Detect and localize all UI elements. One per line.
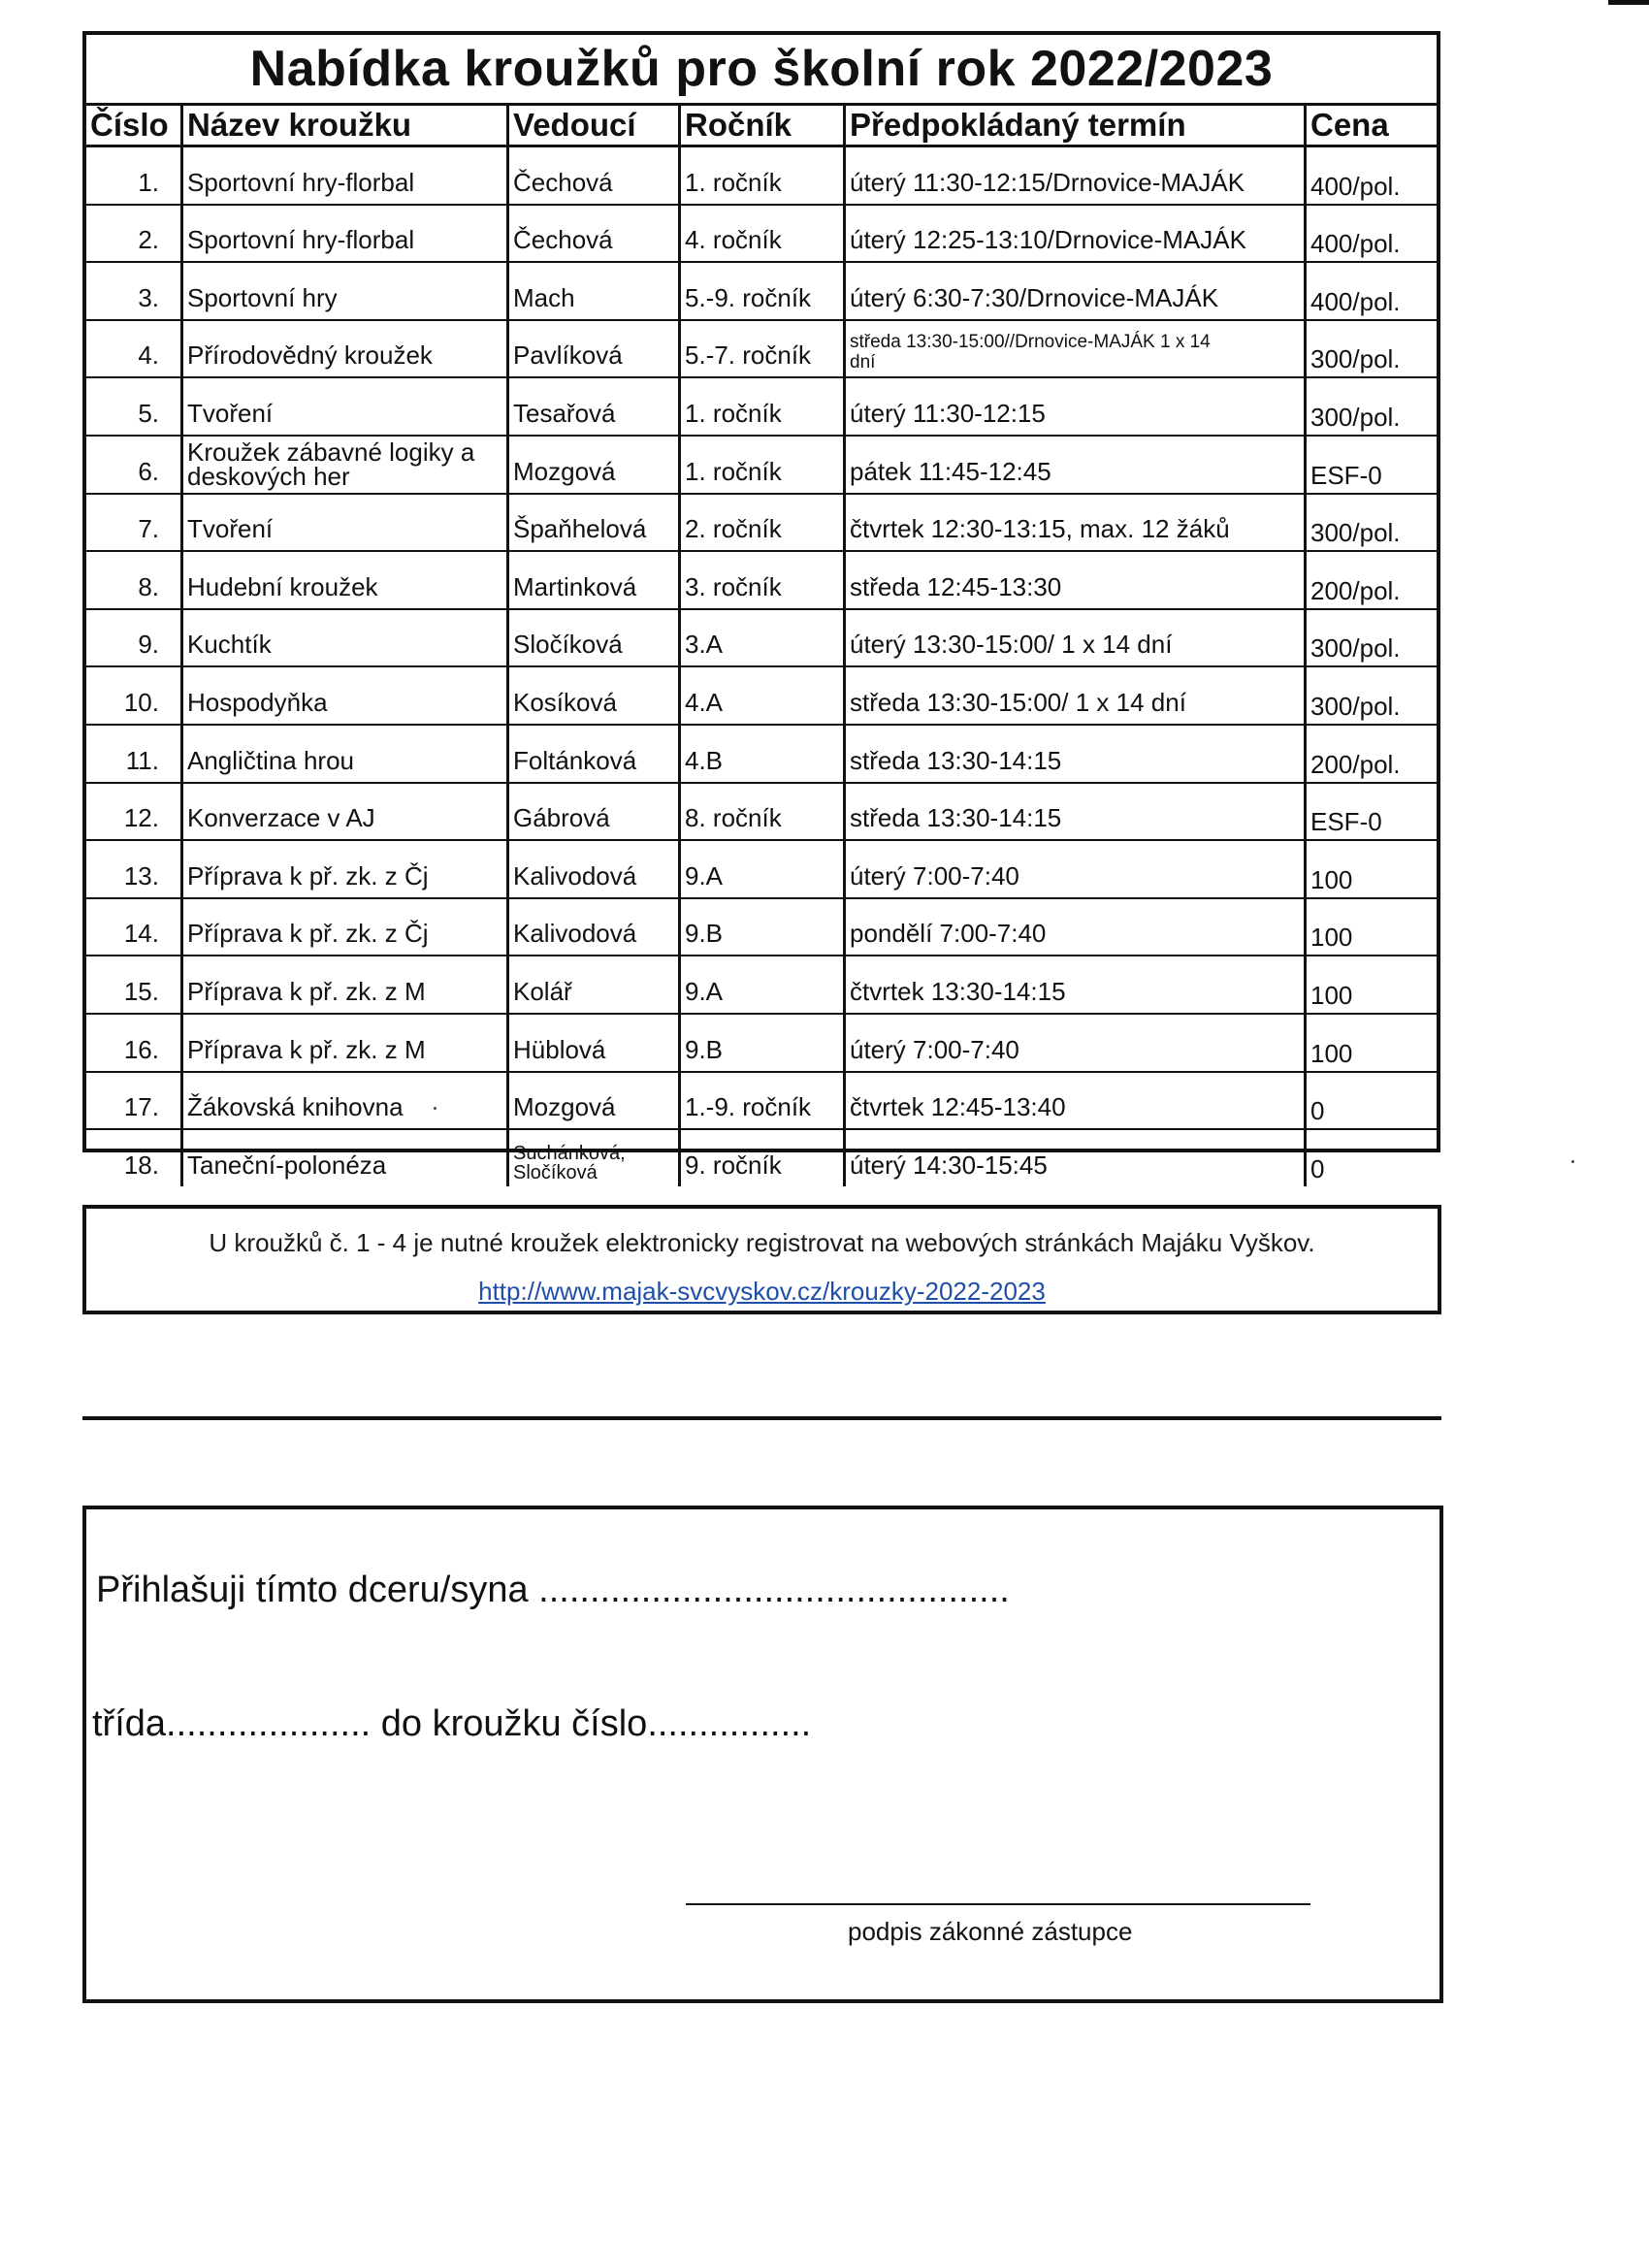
- club-schedule: [846, 610, 1307, 666]
- club-grade: [681, 1130, 846, 1186]
- cell-text: 1.-9. ročník: [685, 1092, 812, 1122]
- club-leader: [509, 784, 681, 840]
- club-schedule: [846, 495, 1307, 551]
- club-leader: [509, 726, 681, 782]
- row-number: [86, 1130, 183, 1186]
- row-number: [86, 206, 183, 262]
- cell-text: 100: [1310, 980, 1353, 1010]
- club-name: [183, 726, 509, 782]
- club-name: [183, 495, 509, 551]
- row-number: [86, 437, 183, 493]
- table-row: [86, 956, 1437, 1015]
- cell-text: 300/pol.: [1310, 402, 1401, 432]
- club-schedule: [846, 956, 1307, 1013]
- cell-text: Gábrová: [513, 803, 610, 833]
- table-row: [86, 437, 1437, 495]
- club-price: [1307, 610, 1437, 666]
- note-text: U kroužků č. 1 - 4 je nutné kroužek elektronicky registrovat na webových stránkách Majáku Vyškov.: [209, 1228, 1315, 1257]
- cell-text: 5.: [138, 398, 159, 428]
- cell-text: 200/pol.: [1310, 749, 1401, 779]
- cell-text: 5.-9. ročník: [685, 282, 812, 312]
- club-schedule: [846, 147, 1307, 204]
- cell-text: 100: [1310, 1038, 1353, 1068]
- cell-text: 1. ročník: [685, 398, 782, 428]
- table-row: [86, 1015, 1437, 1073]
- club-leader: [509, 552, 681, 608]
- cell-text: Sločíková: [513, 1161, 598, 1183]
- cell-text: čtvrtek 13:30-14:15: [850, 976, 1066, 1006]
- signature-line: [686, 1903, 1310, 1905]
- club-grade: [681, 1015, 846, 1071]
- cell-text: deskových her: [187, 461, 350, 491]
- cell-text: Tvoření: [187, 398, 274, 428]
- club-grade: [681, 726, 846, 782]
- club-grade: [681, 899, 846, 956]
- club-price: [1307, 784, 1437, 840]
- club-price: [1307, 899, 1437, 956]
- cell-text: středa 12:45-13:30: [850, 571, 1062, 601]
- cell-text: Hospodyňka: [187, 687, 328, 717]
- column-header: Číslo: [86, 106, 183, 145]
- club-schedule: [846, 841, 1307, 897]
- scan-speck: [1571, 1160, 1574, 1163]
- cell-text: Hüblová: [513, 1034, 606, 1064]
- cell-text: 4. ročník: [685, 225, 782, 255]
- club-price: [1307, 1015, 1437, 1071]
- club-leader: [509, 956, 681, 1013]
- club-name: [183, 956, 509, 1013]
- cell-text: úterý 11:30-12:15/Drnovice-MAJÁK: [850, 167, 1245, 197]
- club-leader: [509, 147, 681, 204]
- cell-text: Příprava k př. zk. z Čj: [187, 919, 429, 949]
- club-schedule: [846, 899, 1307, 956]
- club-name: [183, 1015, 509, 1071]
- cell-text: 3.: [138, 282, 159, 312]
- cell-text: 6.: [138, 456, 159, 486]
- cell-text: úterý 12:25-13:10/Drnovice-MAJÁK: [850, 225, 1246, 255]
- cell-text: 15.: [123, 976, 159, 1006]
- cell-text: Sportovní hry: [187, 282, 338, 312]
- club-price: [1307, 437, 1437, 493]
- cell-text: 4.: [138, 340, 159, 371]
- club-leader: [509, 378, 681, 435]
- cell-text: Příprava k př. zk. z Čj: [187, 860, 429, 891]
- column-header: Předpokládaný termín: [846, 106, 1307, 145]
- club-schedule: [846, 1015, 1307, 1071]
- club-leader: [509, 437, 681, 493]
- cell-text: 4.B: [685, 745, 724, 775]
- club-schedule: [846, 378, 1307, 435]
- club-name: [183, 552, 509, 608]
- cell-text: Špaňhelová: [513, 514, 647, 544]
- club-name: [183, 378, 509, 435]
- table-row: [86, 378, 1437, 437]
- club-price: [1307, 841, 1437, 897]
- table-row: [86, 206, 1437, 264]
- cell-text: 7.: [138, 514, 159, 544]
- table-row: [86, 667, 1437, 726]
- cell-text: 300/pol.: [1310, 518, 1401, 548]
- club-leader: [509, 263, 681, 319]
- row-number: [86, 147, 183, 204]
- cell-text: čtvrtek 12:45-13:40: [850, 1092, 1066, 1122]
- row-number: [86, 263, 183, 319]
- row-number: [86, 956, 183, 1013]
- cell-text: 0: [1310, 1153, 1325, 1183]
- table-row: [86, 263, 1437, 321]
- cell-text: Pavlíková: [513, 340, 623, 371]
- club-schedule: [846, 263, 1307, 319]
- cell-text: 11.: [125, 745, 159, 775]
- cell-text: 400/pol.: [1310, 229, 1401, 259]
- cell-text: 2.: [138, 225, 159, 255]
- cell-text: Taneční-polonéza: [187, 1150, 387, 1180]
- cell-text: Příprava k př. zk. z M: [187, 976, 426, 1006]
- row-number: [86, 841, 183, 897]
- cell-text: 9.A: [685, 976, 724, 1006]
- cell-text: Čechová: [513, 225, 613, 255]
- cell-text: pátek 11:45-12:45: [850, 456, 1051, 486]
- table-row: [86, 552, 1437, 610]
- cell-text: ESF-0: [1310, 807, 1382, 837]
- club-price: [1307, 495, 1437, 551]
- club-grade: [681, 956, 846, 1013]
- club-leader: [509, 610, 681, 666]
- cell-text: 8.: [138, 571, 159, 601]
- club-grade: [681, 841, 846, 897]
- club-grade: [681, 1073, 846, 1129]
- cell-text: pondělí 7:00-7:40: [850, 919, 1047, 949]
- cell-text: úterý 13:30-15:00/ 1 x 14 dní: [850, 630, 1173, 660]
- club-schedule: [846, 1130, 1307, 1186]
- cell-text: 18.: [123, 1150, 159, 1180]
- cell-text: 9.A: [685, 860, 724, 891]
- cell-text: Kalivodová: [513, 919, 637, 949]
- column-header: Vedoucí: [509, 106, 681, 145]
- cell-text: 8. ročník: [685, 803, 782, 833]
- row-number: [86, 1015, 183, 1071]
- club-schedule: [846, 667, 1307, 724]
- club-grade: [681, 147, 846, 204]
- cell-text: 3.A: [685, 630, 724, 660]
- table-row: [86, 899, 1437, 957]
- table-row: [86, 841, 1437, 899]
- cell-text: 0: [1310, 1096, 1325, 1126]
- row-number: [86, 784, 183, 840]
- cell-text: Kroužek zábavné logiky a: [187, 437, 475, 467]
- club-name: [183, 610, 509, 666]
- cell-text: Sločíková: [513, 630, 623, 660]
- club-name: [183, 206, 509, 262]
- cell-text-block: [850, 332, 1302, 373]
- cell-text: Martinková: [513, 571, 637, 601]
- club-schedule: [846, 784, 1307, 840]
- cell-text: středa 13:30-14:15: [850, 803, 1062, 833]
- club-grade: [681, 263, 846, 319]
- club-grade: [681, 610, 846, 666]
- cell-text: ESF-0: [1310, 460, 1382, 490]
- cell-text: 1. ročník: [685, 167, 782, 197]
- club-grade: [681, 495, 846, 551]
- cell-text: 16.: [123, 1034, 159, 1064]
- row-number: [86, 378, 183, 435]
- row-number: [86, 899, 183, 956]
- club-leader: [509, 495, 681, 551]
- cell-text: Sportovní hry-florbal: [187, 167, 415, 197]
- club-price: [1307, 726, 1437, 782]
- application-form: [82, 1506, 1443, 2003]
- cell-text: 5.-7. ročník: [685, 340, 812, 371]
- cell-text: Kalivodová: [513, 860, 637, 891]
- table-row: [86, 726, 1437, 784]
- club-grade: [681, 784, 846, 840]
- club-schedule: [846, 437, 1307, 493]
- club-grade: [681, 321, 846, 377]
- row-number: [86, 552, 183, 608]
- cell-text: Přírodovědný kroužek: [187, 340, 433, 371]
- row-number: [86, 321, 183, 377]
- club-price: [1307, 1073, 1437, 1129]
- cell-text: Konverzace v AJ: [187, 803, 375, 833]
- cell-text: úterý 7:00-7:40: [850, 1034, 1019, 1064]
- row-number: [86, 1073, 183, 1129]
- cell-text: 2. ročník: [685, 514, 782, 544]
- cell-text: Žákovská knihovna: [187, 1092, 404, 1122]
- cell-text: 1. ročník: [685, 456, 782, 486]
- row-number: [86, 667, 183, 724]
- cell-text: čtvrtek 12:30-13:15, max. 12 žáků: [850, 514, 1230, 544]
- cell-text: Hudební kroužek: [187, 571, 378, 601]
- table-row: [86, 321, 1437, 379]
- cell-text: Suchánková,: [513, 1142, 626, 1164]
- club-price: [1307, 206, 1437, 262]
- column-header: Název kroužku: [183, 106, 509, 145]
- cell-text: 3. ročník: [685, 571, 782, 601]
- club-leader: [509, 1130, 681, 1186]
- club-name: [183, 321, 509, 377]
- table-header: [86, 106, 1437, 147]
- cell-text: 300/pol.: [1310, 691, 1401, 721]
- cell-text: Mozgová: [513, 1092, 616, 1122]
- cell-text: 300/pol.: [1310, 344, 1401, 374]
- cell-text: Sportovní hry-florbal: [187, 225, 415, 255]
- club-price: [1307, 378, 1437, 435]
- club-price: [1307, 321, 1437, 377]
- club-grade: [681, 667, 846, 724]
- cell-text: Mozgová: [513, 456, 616, 486]
- club-schedule: [846, 552, 1307, 608]
- cell-text: Kuchtík: [187, 630, 272, 660]
- club-leader: [509, 321, 681, 377]
- scan-corner-mark: [1608, 0, 1649, 5]
- club-price: [1307, 552, 1437, 608]
- row-number: [86, 726, 183, 782]
- club-leader: [509, 1073, 681, 1129]
- registration-note: [82, 1205, 1441, 1314]
- club-schedule: [846, 321, 1307, 377]
- cell-text: středa 13:30-14:15: [850, 745, 1062, 775]
- club-name: [183, 1130, 509, 1186]
- cell-text: úterý 6:30-7:30/Drnovice-MAJÁK: [850, 282, 1219, 312]
- cell-text: 12.: [123, 803, 159, 833]
- club-price: [1307, 1130, 1437, 1186]
- cell-text: Příprava k př. zk. z M: [187, 1034, 426, 1064]
- cell-text: 9.B: [685, 919, 724, 949]
- page-title: Nabídka kroužků pro školní rok 2022/2023: [86, 35, 1437, 106]
- cell-text: dní: [850, 352, 876, 373]
- table-row: [86, 495, 1437, 553]
- cell-text: 13.: [123, 860, 159, 891]
- cell-text: Kolář: [513, 976, 572, 1006]
- club-name: [183, 899, 509, 956]
- club-name: [183, 841, 509, 897]
- cell-text: 4.A: [685, 687, 724, 717]
- cell-text: Tvoření: [187, 514, 274, 544]
- club-grade: [681, 206, 846, 262]
- cell-text: úterý 7:00-7:40: [850, 860, 1019, 891]
- cell-text: úterý 14:30-15:45: [850, 1150, 1048, 1180]
- row-number: [86, 495, 183, 551]
- table-row: [86, 147, 1437, 206]
- cell-text: 9.: [138, 630, 159, 660]
- cell-text: Kosíková: [513, 687, 617, 717]
- club-name: [183, 1073, 509, 1129]
- cell-text: 17.: [123, 1092, 159, 1122]
- club-name: [183, 147, 509, 204]
- cell-text: Čechová: [513, 167, 613, 197]
- club-schedule: [846, 726, 1307, 782]
- cell-text: 300/pol.: [1310, 633, 1401, 664]
- cell-text: středa 13:30-15:00/ 1 x 14 dní: [850, 687, 1186, 717]
- club-leader: [509, 667, 681, 724]
- cell-text: 1.: [138, 167, 159, 197]
- club-name: [183, 784, 509, 840]
- club-price: [1307, 956, 1437, 1013]
- class-and-club-line: třída.................... do kroužku číslo................: [92, 1703, 812, 1744]
- club-price: [1307, 263, 1437, 319]
- club-leader: [509, 206, 681, 262]
- table-row: [86, 1073, 1437, 1131]
- cell-text-block: [513, 1144, 676, 1183]
- cell-text: 100: [1310, 923, 1353, 953]
- club-price: [1307, 147, 1437, 204]
- cell-text: 14.: [123, 919, 159, 949]
- club-leader: [509, 899, 681, 956]
- column-header: Cena: [1310, 107, 1389, 143]
- table-row: [86, 610, 1437, 668]
- club-name: [183, 263, 509, 319]
- club-name: [183, 437, 509, 493]
- club-leader: [509, 1015, 681, 1071]
- club-grade: [681, 378, 846, 435]
- row-number: [86, 610, 183, 666]
- club-price: [1307, 667, 1437, 724]
- club-name: [183, 667, 509, 724]
- club-leader: [509, 841, 681, 897]
- offer-table: [82, 31, 1440, 1183]
- column-header: Ročník: [681, 106, 846, 145]
- cell-text: 400/pol.: [1310, 171, 1401, 201]
- cell-text-block: [187, 437, 504, 491]
- cell-text: 400/pol.: [1310, 286, 1401, 316]
- cell-text: Foltánková: [513, 745, 637, 775]
- child-name-line: Přihlašuji tímto dceru/syna ..............................................: [96, 1570, 1010, 1610]
- cut-line: [82, 1416, 1441, 1420]
- table-body: [86, 147, 1437, 1186]
- cell-text: 200/pol.: [1310, 575, 1401, 605]
- club-grade: [681, 437, 846, 493]
- signature-label: podpis zákonné zástupce: [848, 1917, 1133, 1946]
- registration-link[interactable]: http://www.majak-svcvyskov.cz/krouzky-2022-2023: [478, 1277, 1046, 1306]
- cell-text: Tesařová: [513, 398, 616, 428]
- table-row: [86, 784, 1437, 842]
- club-schedule: [846, 1073, 1307, 1129]
- table-row: [86, 1130, 1437, 1186]
- cell-text: středa 13:30-15:00//Drnovice-MAJÁK 1 x 14: [850, 332, 1211, 353]
- cell-text: 10.: [123, 687, 159, 717]
- cell-text: Angličtina hrou: [187, 745, 354, 775]
- cell-text: Mach: [513, 282, 575, 312]
- club-schedule: [846, 206, 1307, 262]
- club-grade: [681, 552, 846, 608]
- cell-text: 100: [1310, 864, 1353, 894]
- cell-text: 9.B: [685, 1034, 724, 1064]
- cell-text: úterý 11:30-12:15: [850, 398, 1046, 428]
- cell-text: 9. ročník: [685, 1150, 782, 1180]
